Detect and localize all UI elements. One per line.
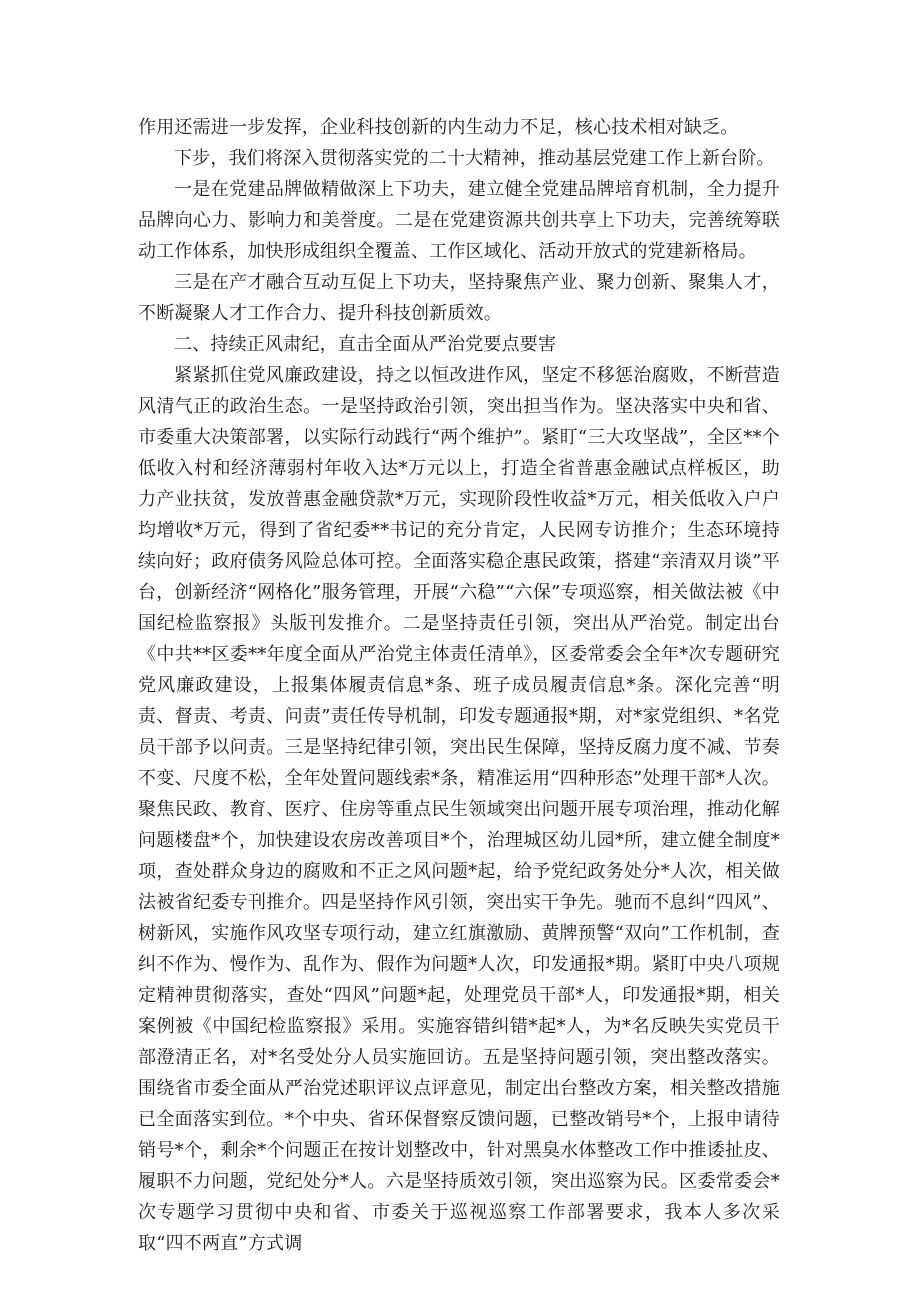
paragraph-next-steps: 下步，我们将深入贯彻落实党的二十大精神，推动基层党建工作上新台阶。 xyxy=(174,148,775,169)
paragraph-continuation: 作用还需进一步发挥，企业科技创新的内生动力不足，核心技术相对缺乏。 xyxy=(138,117,739,138)
paragraph-body: 紧紧抓住党风廉政建设，持之以恒改进作风，坚定不移惩治腐败，不断营造风清气正的政治生态。一是坚持政治引领，突出担当作为。坚决落实中央和省、市委重大决策部署，以实际行动践行“两个维护”。紧盯“三大攻坚战”，全区**个低收入村和经济薄弱村年收入达*万元以上，打造全省普惠金融试点样板区，助力产业扶贫，发放普惠金融贷款*万元，实现阶段性收益*万元，相关低收入户户均增收*万元，得到了省纪委**书记的充分肯定，人民网专访推介；生态环境持续向好；政府债务风险总体可控。全面落实稳企惠民政策，搭建“亲清双月谈”平台，创新经济“网格化”服务管理，开展“六稳”“六保”专项巡察，相关做法被《中国纪检监察报》头版刊发推介。二是坚持责任引领，突出从严治党。制定出台《中共**区委**年度全面从严治党主体责任清单》，区委常委会全年*次专题研究党风廉政建设，上报集体履责信息*条、班子成员履责信息*条。深化完善“明责、督责、考责、问责”责任传导机制，印发专题通报*期，对*家党组织、*名党员干部予以问责。三是坚持纪律引领，突出民生保障，坚持反腐力度不减、节奏不变、尺度不松，全年处置问题线索*条，精准运用“四种形态”处理干部*人次。聚焦民政、教育、医疗、住房等重点民生领域突出问题开展专项治理，推动化解问题楼盘*个，加快建设农房改善项目*个，治理城区幼儿园*所，建立健全制度*项，查处群众身边的腐败和不正之风问题*起，给予党纪政务处分*人次，相关做法被省纪委专刊推介。四是坚持作风引领，突出实干争先。驰而不息纠“四风”、树新风，实施作风攻坚专项行动，建立红旗激励、黄牌预警“双向”工作机制，查纠不作为、慢作为、乱作为、假作为问题*人次，印发通报*期。紧盯中央八项规定精神贯彻落实，查处“四风”问题*起，处理党员干部*人，印发通报*期，相关案例被《中国纪检监察报》采用。实施容错纠错*起*人，为*名反映失实党员干部澄清正名，对*名受处分人员实施回访。五是坚持问题引领，突出整改落实。围绕省市委全面从严治党述职评议点评意见，制定出台整改方案，相关整改措施已全面落实到位。*个中央、省环保督察反馈问题，已整改销号*个，上报申请待销号*个，剩余*个问题正在按计划整改中，针对黑臭水体整改工作中推诿扯皮、履职不力问题，党纪处分*人。六是坚持质效引领，突出巡察为民。区委常委会*次专题学习贯彻中央和省、市委关于巡视巡察工作部署要求，我本人多次采取“四不两直”方式调 xyxy=(138,365,780,1254)
paragraph-measures-one-two: 一是在党建品牌做精做深上下功夫，建立健全党建品牌培育机制，全力提升品牌向心力、影响力和美誉度。二是在党建资源共创共享上下功夫，完善统筹联动工作体系，加快形成组织全覆盖、工作区域化、活动开放式的党建新格局。 xyxy=(138,179,780,262)
paragraph-measure-three: 三是在产才融合互动互促上下功夫，坚持聚焦产业、聚力创新、聚集人才，不断凝聚人才工作合力、提升科技创新质效。 xyxy=(138,272,780,324)
section-heading: 二、持续正风肃纪，直击全面从严治党要点要害 xyxy=(174,334,557,355)
